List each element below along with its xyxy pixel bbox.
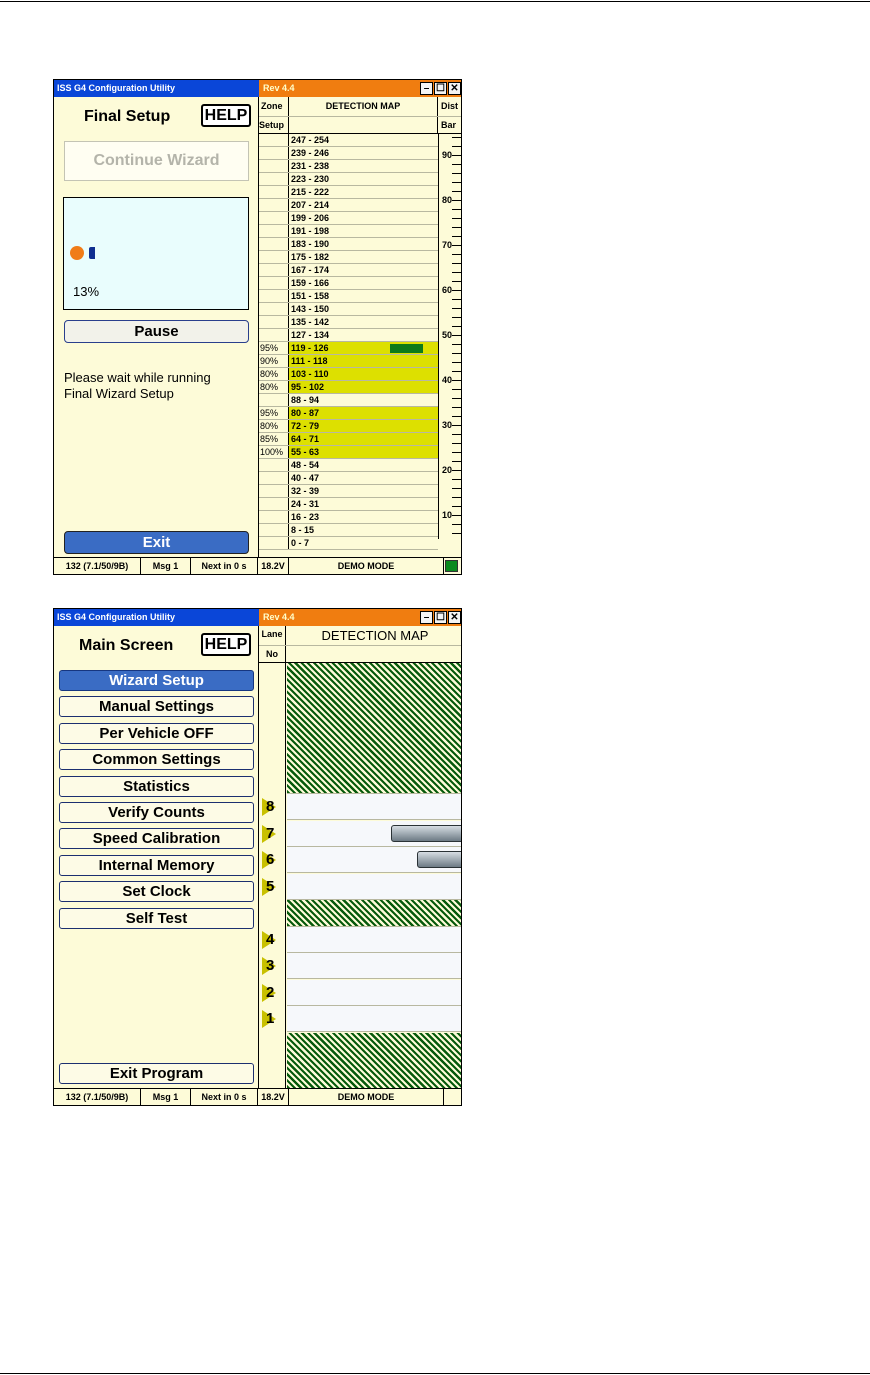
zone-setup-cell — [259, 498, 289, 510]
status-bar — [54, 557, 461, 574]
help-button[interactable]: HELP — [201, 104, 251, 127]
menu-button-statistics[interactable]: Statistics — [59, 776, 254, 797]
lane-header-label: Lane — [261, 629, 283, 639]
dist-tick — [452, 191, 462, 192]
lane-number-label: 1 — [266, 1010, 275, 1027]
detection-map-row — [259, 303, 438, 316]
dist-tick — [452, 389, 462, 390]
lane-row — [287, 821, 462, 847]
menu-button-speed-calibration[interactable]: Speed Calibration — [59, 828, 254, 849]
dist-tick — [452, 146, 462, 147]
zone-setup-cell — [259, 394, 289, 406]
detection-map-row — [259, 459, 438, 472]
lane-number — [262, 1009, 284, 1029]
menu-button-internal-memory[interactable]: Internal Memory — [59, 855, 254, 876]
lane-detection-area — [287, 663, 462, 1089]
menu-button-verify-counts[interactable]: Verify Counts — [59, 802, 254, 823]
zone-setup-header — [259, 97, 289, 133]
vehicle-icon — [391, 825, 462, 842]
range-label: 231 - 238 — [291, 161, 330, 171]
zone-setup-cell: 80% — [259, 368, 289, 380]
dist-label: 60 — [442, 285, 453, 295]
status-next: Next in 0 s — [191, 1089, 258, 1105]
zone-setup-cell — [259, 199, 289, 211]
range-label: 8 - 15 — [291, 525, 315, 535]
zone-setup-cell: 95% — [259, 407, 289, 419]
dist-tick — [452, 398, 462, 399]
dist-tick — [452, 308, 462, 309]
page-title: Main Screen — [79, 637, 174, 654]
dist-tick — [452, 344, 462, 345]
status-next: Next in 0 s — [191, 558, 258, 574]
range-label: 151 - 158 — [291, 291, 330, 301]
detection-map-row — [259, 407, 438, 420]
detection-map-row — [259, 381, 438, 394]
map-header — [259, 97, 462, 134]
lane-number-label: 6 — [266, 851, 275, 868]
range-label: 183 - 190 — [291, 239, 330, 249]
detection-map-row — [259, 277, 438, 290]
zone-setup-cell: 95% — [259, 342, 289, 354]
range-label: 207 - 214 — [291, 200, 330, 210]
dist-label: 90 — [442, 150, 453, 160]
title-bar — [54, 609, 461, 626]
maximize-icon[interactable]: ☐ — [434, 611, 447, 624]
range-label: 215 - 222 — [291, 187, 330, 197]
lane-no-header — [259, 626, 286, 662]
range-label: 80 - 87 — [289, 407, 438, 419]
detection-map-row — [259, 147, 438, 160]
zone-setup-cell — [259, 472, 289, 484]
detection-map-row — [259, 251, 438, 264]
left-panel — [54, 626, 258, 1089]
maximize-icon[interactable]: ☐ — [434, 82, 447, 95]
detected-vehicle-bar — [390, 344, 423, 353]
menu-button-wizard-setup[interactable]: Wizard Setup — [59, 670, 254, 691]
range-label: 127 - 134 — [291, 330, 330, 340]
revision-bar — [259, 609, 462, 626]
lane-row — [287, 953, 462, 979]
detection-map-title: DETECTION MAP — [321, 628, 429, 643]
range-label: 48 - 54 — [291, 460, 320, 470]
lane-number-label: 2 — [266, 983, 275, 1001]
zone-setup-cell — [259, 485, 289, 497]
dist-tick — [452, 299, 462, 300]
zone-setup-cell — [259, 147, 289, 159]
vehicle-marker-icon — [89, 247, 95, 259]
dist-tick — [452, 488, 462, 489]
dist-tick — [452, 326, 462, 327]
status-voltage: 18.2V — [258, 1089, 289, 1105]
range-label: 199 - 206 — [291, 213, 330, 223]
minimize-icon[interactable]: – — [420, 82, 433, 95]
dist-tick — [452, 263, 462, 264]
zone-setup-cell — [259, 212, 289, 224]
dist-tick — [452, 317, 462, 318]
detection-map-row — [259, 485, 438, 498]
detection-map-row — [259, 342, 438, 355]
dist-tick — [452, 209, 462, 210]
detection-map-title: DETECTION MAP — [325, 101, 401, 111]
lane-number-label: 3 — [266, 957, 275, 974]
lane-number-label: 7 — [266, 824, 275, 842]
zone-setup-cell — [259, 225, 289, 237]
dist-tick — [452, 227, 462, 228]
zone-setup-cell: 80% — [259, 420, 289, 432]
detection-map-row — [259, 212, 438, 225]
range-label: 191 - 198 — [291, 226, 330, 236]
detection-map-panel — [258, 97, 462, 558]
lane-row — [287, 980, 462, 1006]
dist-label: 70 — [442, 240, 453, 250]
median-hatch — [287, 900, 462, 927]
dist-label: 10 — [442, 510, 453, 520]
menu-button-per-vehicle-off[interactable]: Per Vehicle OFF — [59, 723, 254, 744]
zone-setup-cell — [259, 173, 289, 185]
detection-map-row — [259, 355, 438, 368]
header-divider — [259, 116, 462, 117]
dist-label: 30 — [442, 420, 453, 430]
zone-setup-cell — [259, 524, 289, 536]
lane-number — [262, 797, 284, 817]
app-title: ISS G4 Configuration Utility — [54, 609, 259, 626]
progress-percent: 13% — [73, 284, 100, 299]
dist-tick — [452, 506, 462, 507]
app-title: ISS G4 Configuration Utility — [54, 80, 259, 97]
status-bar — [54, 1088, 461, 1105]
dist-tick — [452, 254, 462, 255]
zone-setup-cell — [259, 511, 289, 523]
status-device: 132 (7.1/50/9B) — [54, 1089, 141, 1105]
lane-row — [287, 794, 462, 820]
dist-label: 20 — [442, 465, 453, 475]
detection-map-row — [259, 511, 438, 524]
zone-setup-cell — [259, 316, 289, 328]
dist-tick — [452, 362, 462, 363]
detection-map-header — [286, 626, 462, 662]
detection-map-row — [259, 394, 438, 407]
dist-tick — [452, 371, 462, 372]
close-icon[interactable]: ✕ — [448, 611, 461, 624]
range-label: 135 - 142 — [291, 317, 330, 327]
status-msg: Msg 1 — [141, 1089, 191, 1105]
progress-dot-icon — [70, 246, 84, 260]
range-label: 24 - 31 — [291, 499, 320, 509]
zone-setup-cell — [259, 160, 289, 172]
dist-bar-header — [438, 97, 462, 133]
detection-map-row — [259, 225, 438, 238]
exit-button[interactable]: Exit — [64, 531, 249, 554]
lane-map-header — [259, 626, 462, 663]
dist-tick — [452, 524, 462, 525]
dist-tick — [452, 218, 462, 219]
range-label: 55 - 63 — [289, 446, 438, 458]
zone-setup-cell — [259, 264, 289, 276]
range-label: 239 - 246 — [291, 148, 330, 158]
dist-tick — [452, 533, 462, 534]
lane-row — [287, 1006, 462, 1032]
distance-bar — [438, 134, 462, 539]
zone-header-label: Zone — [261, 101, 283, 111]
dist-label: 50 — [442, 330, 453, 340]
zone-setup-cell — [259, 277, 289, 289]
lane-number — [262, 850, 284, 870]
revision-bar — [259, 80, 462, 97]
bar-header-label: Bar — [441, 120, 457, 130]
dist-tick — [452, 173, 462, 174]
setup-header-label: Setup — [259, 120, 285, 130]
dist-tick — [452, 443, 462, 444]
detection-map-row — [259, 420, 438, 433]
lane-number-label: 8 — [266, 798, 275, 815]
status-msg: Msg 1 — [141, 558, 191, 574]
zone-setup-cell — [259, 329, 289, 341]
menu-button-common-settings[interactable]: Common Settings — [59, 749, 254, 770]
range-label: 247 - 254 — [291, 135, 330, 145]
range-label: 32 - 39 — [291, 486, 320, 496]
help-button[interactable]: HELP — [201, 633, 251, 656]
zone-setup-cell — [259, 134, 289, 146]
dist-label: 40 — [442, 375, 453, 385]
status-indicator — [445, 560, 458, 572]
detection-map-row — [259, 524, 438, 537]
zone-setup-cell — [259, 251, 289, 263]
range-label: 72 - 79 — [289, 420, 438, 432]
range-label: 143 - 150 — [291, 304, 330, 314]
page-top-rule — [0, 1, 870, 2]
dist-tick — [452, 407, 462, 408]
lane-row — [287, 927, 462, 953]
final-setup-window — [53, 79, 462, 575]
header-divider — [259, 645, 462, 646]
dist-tick — [452, 236, 462, 237]
dist-tick — [452, 182, 462, 183]
left-panel — [54, 97, 258, 558]
zone-setup-cell: 85% — [259, 433, 289, 445]
no-lane-hatch — [287, 1033, 462, 1090]
detection-map-row — [259, 368, 438, 381]
detection-map-row — [259, 290, 438, 303]
dist-tick — [452, 416, 462, 417]
detection-map-row — [259, 160, 438, 173]
range-label: 64 - 71 — [289, 433, 438, 445]
detection-map-header — [289, 97, 438, 133]
dist-tick — [452, 497, 462, 498]
dist-tick — [452, 452, 462, 453]
dist-tick — [452, 353, 462, 354]
detection-map-row — [259, 433, 438, 446]
range-label: 95 - 102 — [289, 381, 438, 393]
detection-map-row — [259, 329, 438, 342]
lane-number — [262, 877, 284, 897]
zone-setup-cell — [259, 459, 289, 471]
zone-setup-cell — [259, 186, 289, 198]
lane-number-column — [259, 663, 286, 1089]
close-icon[interactable]: ✕ — [448, 82, 461, 95]
status-mode: DEMO MODE — [289, 1089, 444, 1105]
lane-number-label: 5 — [266, 877, 275, 895]
lane-number — [262, 983, 284, 1003]
revision-label: Rev 4.4 — [263, 612, 295, 622]
lane-row — [287, 874, 462, 900]
status-mode: DEMO MODE — [289, 558, 444, 574]
revision-label: Rev 4.4 — [263, 83, 295, 93]
range-label: 223 - 230 — [291, 174, 330, 184]
dist-label: 80 — [442, 195, 453, 205]
lane-map-panel — [258, 626, 462, 1089]
lane-number — [262, 930, 284, 950]
range-label: 88 - 94 — [291, 395, 320, 405]
detection-map-row — [259, 264, 438, 277]
menu-button-set-clock[interactable]: Set Clock — [59, 881, 254, 902]
status-voltage: 18.2V — [258, 558, 289, 574]
range-label: 0 - 7 — [291, 538, 310, 548]
range-label: 16 - 23 — [291, 512, 320, 522]
range-label: 159 - 166 — [291, 278, 330, 288]
no-lane-hatch — [287, 663, 462, 794]
title-bar — [54, 80, 461, 97]
dist-tick — [452, 164, 462, 165]
main-screen-window — [53, 608, 462, 1106]
lane-row — [287, 847, 462, 873]
range-label: 119 - 126 — [289, 342, 438, 354]
dist-tick — [452, 461, 462, 462]
pause-button[interactable]: Pause — [64, 320, 249, 343]
dist-tick — [452, 272, 462, 273]
detection-map-row — [259, 199, 438, 212]
detection-map-row — [259, 173, 438, 186]
detection-map-row — [259, 446, 438, 459]
detection-map-row — [259, 316, 438, 329]
zone-setup-cell — [259, 303, 289, 315]
lane-number — [262, 956, 284, 976]
dist-tick — [452, 137, 462, 138]
menu-button-manual-settings[interactable]: Manual Settings — [59, 696, 254, 717]
detection-map-row — [259, 537, 438, 550]
zone-setup-cell: 80% — [259, 381, 289, 393]
page-bottom-rule — [0, 1373, 870, 1374]
range-label: 103 - 110 — [289, 368, 438, 380]
range-label: 111 - 118 — [289, 355, 438, 367]
menu-button-self-test[interactable]: Self Test — [59, 908, 254, 929]
progress-panel — [63, 197, 249, 310]
page-title: Final Setup — [84, 108, 171, 125]
exit-program-button[interactable]: Exit Program — [59, 1063, 254, 1084]
status-message: Please wait while running Final Wizard Setup — [64, 370, 211, 401]
zone-setup-cell: 100% — [259, 446, 289, 458]
zone-setup-cell: 90% — [259, 355, 289, 367]
dist-tick — [452, 434, 462, 435]
detection-map-row — [259, 238, 438, 251]
continue-wizard-button[interactable]: Continue Wizard — [64, 141, 249, 181]
dist-tick — [452, 281, 462, 282]
zone-setup-cell — [259, 290, 289, 302]
zone-setup-cell — [259, 537, 289, 549]
range-label: 40 - 47 — [291, 473, 320, 483]
dist-header-label: Dist — [441, 101, 459, 111]
vehicle-icon — [417, 851, 462, 868]
range-label: 167 - 174 — [291, 265, 330, 275]
dist-tick — [452, 479, 462, 480]
detection-map-row — [259, 186, 438, 199]
range-label: 175 - 182 — [291, 252, 330, 262]
lane-number — [262, 824, 284, 844]
minimize-icon[interactable]: – — [420, 611, 433, 624]
no-header-label: No — [266, 649, 278, 659]
zone-setup-cell — [259, 238, 289, 250]
detection-map-row — [259, 498, 438, 511]
detection-map-row — [259, 134, 438, 147]
lane-number-label: 4 — [266, 930, 275, 948]
status-device: 132 (7.1/50/9B) — [54, 558, 141, 574]
detection-map-row — [259, 472, 438, 485]
